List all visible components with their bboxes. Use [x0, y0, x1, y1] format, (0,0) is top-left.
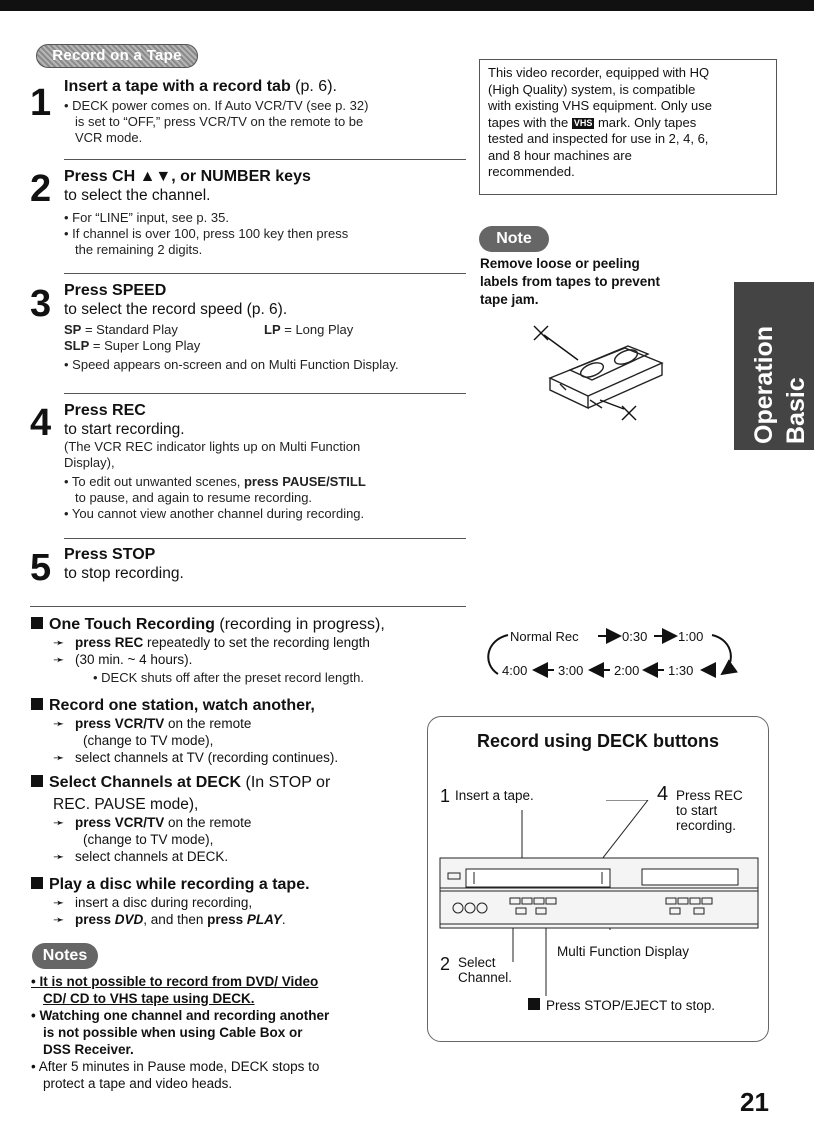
- select-channels-section: Select Channels at DECK (In STOP or REC. PAUSE mode), ➛ press VCR/TV on the remote (change to TV mode), ➛ select channels at DECK.: [31, 773, 421, 865]
- step-3-number: 3: [30, 283, 52, 325]
- step-3-heading: Press SPEED: [64, 282, 167, 299]
- step-5-number: 5: [30, 547, 52, 589]
- divider: [30, 606, 466, 607]
- stop-eject-instruction: Press STOP/EJECT to stop.: [528, 998, 715, 1013]
- timer-diagram: [478, 622, 740, 690]
- hq-info-box: This video recorder, equipped with HQ (High Quality) system, is compatible with existing VHS equipment. Only use tapes with the VHS mark. Only tapes tested and inspected for use in 2, 4, 6, and 8 hour machines are recommended.: [479, 59, 777, 195]
- arrow-icon: ➛: [53, 652, 65, 667]
- deck-step-2-text: Select Channel.: [458, 955, 513, 985]
- step-1-number: 1: [30, 82, 52, 124]
- divider: [64, 393, 466, 394]
- arrow-icon: ➛: [53, 895, 65, 910]
- deck-panel-title: Record using DECK buttons: [477, 731, 719, 751]
- one-touch-section: One Touch Recording (recording in progress), ➛ press REC repeatedly to set the recording length ➛ (30 min. ~ 4 hours). • DECK shuts off after the preset record length.: [31, 615, 471, 686]
- timer-normal-rec: Normal Rec: [510, 629, 579, 644]
- divider: [64, 159, 466, 160]
- arrow-icon: ➛: [53, 716, 65, 731]
- step-3: Press SPEED to select the record speed (p. 6). SP = Standard Play LP = Long Play SLP = Super Long Play • Speed appears on-screen and on Multi Function Display.: [64, 281, 484, 373]
- arrow-icon: ➛: [53, 849, 65, 864]
- basic-operation-tab: Basic Operation: [734, 282, 814, 450]
- notes-badge: Notes: [32, 943, 98, 969]
- deck-step-4-text: Press REC to start recording.: [676, 788, 743, 833]
- section-title: Record on a Tape: [36, 44, 198, 68]
- step-5-heading: Press STOP: [64, 546, 156, 563]
- timer-1-30: 1:30: [668, 663, 694, 678]
- square-bullet-icon: [31, 877, 43, 889]
- note-badge: Note: [479, 226, 549, 252]
- timer-2-00: 2:00: [614, 663, 640, 678]
- top-bar: [0, 0, 814, 11]
- step-4-heading: Press REC: [64, 402, 146, 419]
- timer-4-00: 4:00: [502, 663, 528, 678]
- deck-step-2-number: 2: [440, 954, 451, 974]
- play-disc-section: Play a disc while recording a tape. ➛ insert a disc during recording, ➛ press DVD, and then press PLAY.: [31, 875, 431, 928]
- step-2-heading: Press CH ▲▼, or NUMBER keys: [64, 168, 311, 185]
- square-bullet-icon: [31, 617, 43, 629]
- step-4-number: 4: [30, 402, 52, 444]
- deck-step-1-text: Insert a tape.: [455, 788, 534, 803]
- square-bullet-icon: [31, 698, 43, 710]
- deck-step-1-number: 1: [440, 786, 451, 806]
- vhs-logo-icon: VHS: [573, 117, 593, 128]
- step-2: Press CH ▲▼, or NUMBER keys to select the channel. • For “LINE” input, see p. 35. • If channel is over 100, press 100 key then press the remaining 2 digits.: [64, 167, 474, 258]
- note-text: Remove loose or peeling labels from tapes to prevent tape jam.: [480, 256, 661, 307]
- arrow-icon: ➛: [53, 750, 65, 765]
- step-4: Press REC to start recording. (The VCR REC indicator lights up on Multi Function Display), • To edit out unwanted scenes, press PAUSE/STILL to pause, and again to resume recording. • You cannot view another channel during recording.: [64, 401, 474, 522]
- arrow-icon: ➛: [53, 815, 65, 830]
- step-2-number: 2: [30, 168, 52, 210]
- record-one-section: Record one station, watch another, ➛ press VCR/TV on the remote (change to TV mode), ➛ select channels at TV (recording continues).: [31, 696, 431, 766]
- cassette-illustration: [530, 308, 680, 428]
- page-number: 21: [740, 1087, 769, 1117]
- timer-1-00: 1:00: [678, 629, 704, 644]
- step-5: Press STOP to stop recording.: [64, 545, 474, 583]
- notes-list: • It is not possible to record from DVD/ Video CD/ CD to VHS tape using DECK. • Watching one channel and recording another is not possible when using Cable Box or DSS Receiver. • After 5 minutes in Pause mode, DECK stops to protect a tape and video heads.: [31, 974, 330, 1091]
- arrow-icon: ➛: [53, 635, 65, 650]
- step-1: Insert a tape with a record tab (p. 6). • DECK power comes on. If Auto VCR/TV (see p. 32) is set to “OFF,” press VCR/TV on the remote to be VCR mode.: [64, 78, 369, 145]
- timer-3-00: 3:00: [558, 663, 584, 678]
- timer-0-30: 0:30: [622, 629, 648, 644]
- square-bullet-icon: [31, 775, 43, 787]
- square-bullet-icon: [528, 998, 540, 1010]
- divider: [64, 273, 466, 274]
- arrow-icon: ➛: [53, 912, 65, 927]
- deck-step-4-number: 4: [657, 783, 669, 805]
- divider: [64, 538, 466, 539]
- multi-function-display-label: Multi Function Display: [557, 944, 690, 959]
- step-1-heading: Insert a tape with a record tab: [64, 78, 291, 95]
